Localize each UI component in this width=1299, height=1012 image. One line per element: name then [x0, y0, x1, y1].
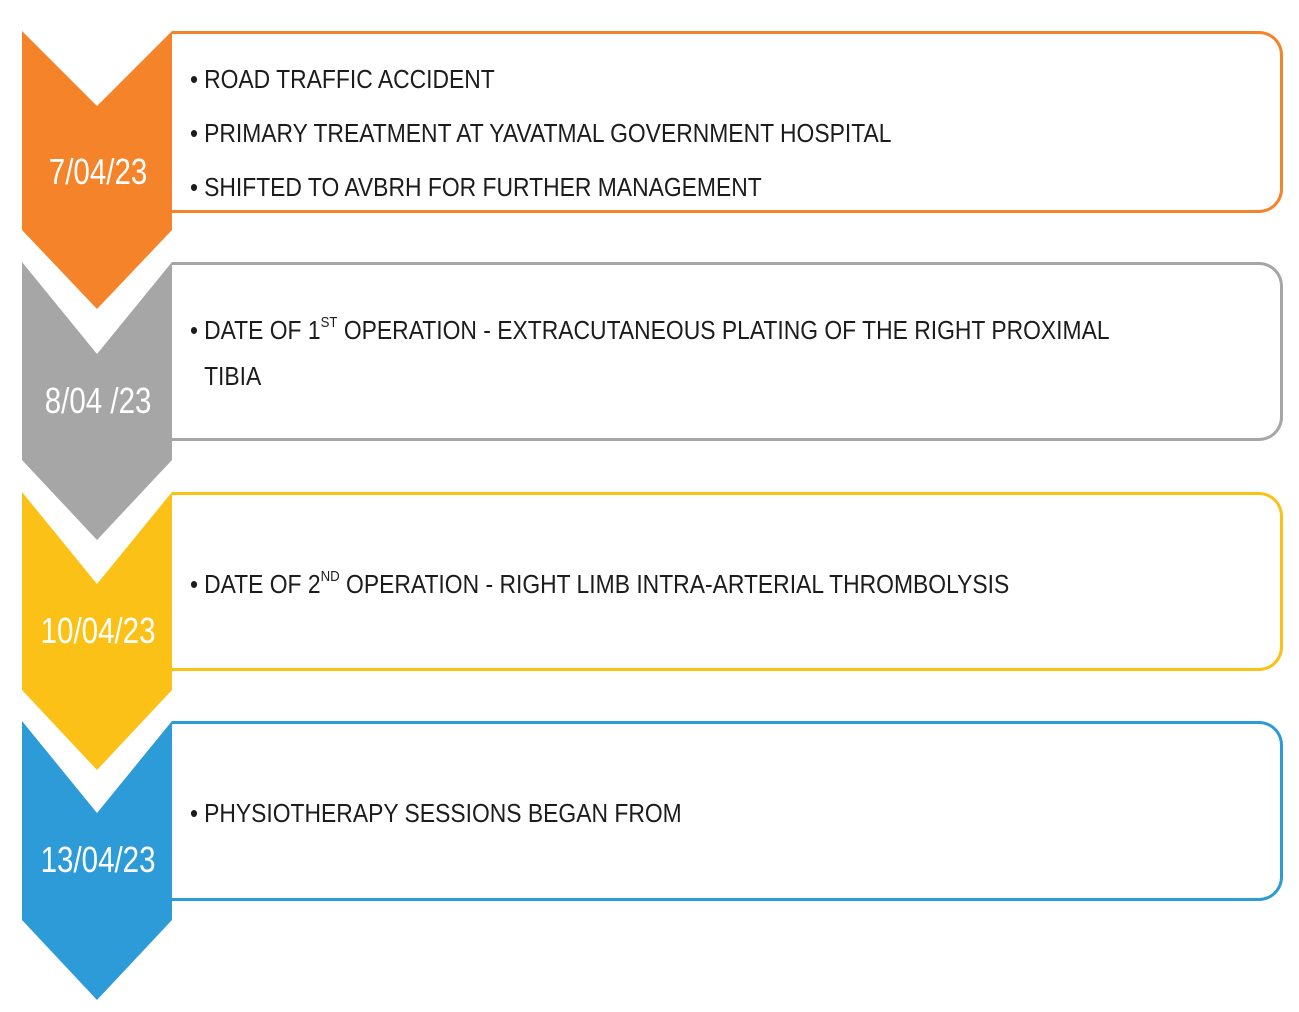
bullet-text-rest: OPERATION - EXTRACUTANEOUS PLATING OF THE RIGHT PROXIMAL: [337, 315, 1110, 345]
bullet-item: • PRIMARY TREATMENT AT YAVATMAL GOVERNMENT HOSPITAL: [190, 106, 1228, 160]
event-box-1: [172, 31, 1283, 213]
bullet-text-prefix: DATE OF 2: [204, 569, 321, 599]
event-box-2: [172, 262, 1283, 441]
date-label-1: 7/04/23: [48, 151, 148, 192]
ordinal-suffix: ST: [320, 314, 338, 331]
bullet-list-3: [190, 561, 1228, 607]
ordinal-suffix: ND: [320, 568, 340, 585]
bullet-list-2: [190, 307, 1228, 399]
bullet-text-rest: OPERATION - RIGHT LIMB INTRA-ARTERIAL THROMBOLYSIS: [339, 569, 1010, 599]
event-box-4: [172, 721, 1283, 901]
date-label-4: 13/04/23: [40, 839, 156, 880]
date-label-3: 10/04/23: [40, 610, 156, 651]
bullet-item: • ROAD TRAFFIC ACCIDENT: [190, 52, 1228, 106]
bullet-text-prefix: DATE OF 1: [204, 315, 321, 345]
bullet-list-1: [190, 52, 1228, 214]
bullet-list-4: [190, 790, 1228, 836]
bullet-item: • PHYSIOTHERAPY SESSIONS BEGAN FROM: [190, 790, 1228, 836]
bullet-item: • SHIFTED TO AVBRH FOR FURTHER MANAGEMENT: [190, 160, 1228, 214]
date-label-2: 8/04 /23: [44, 380, 152, 421]
bullet-item: [190, 561, 1228, 607]
bullet-item: [190, 307, 1228, 399]
bullet-text-continuation: TIBIA: [204, 361, 262, 391]
event-box-3: [172, 492, 1283, 671]
